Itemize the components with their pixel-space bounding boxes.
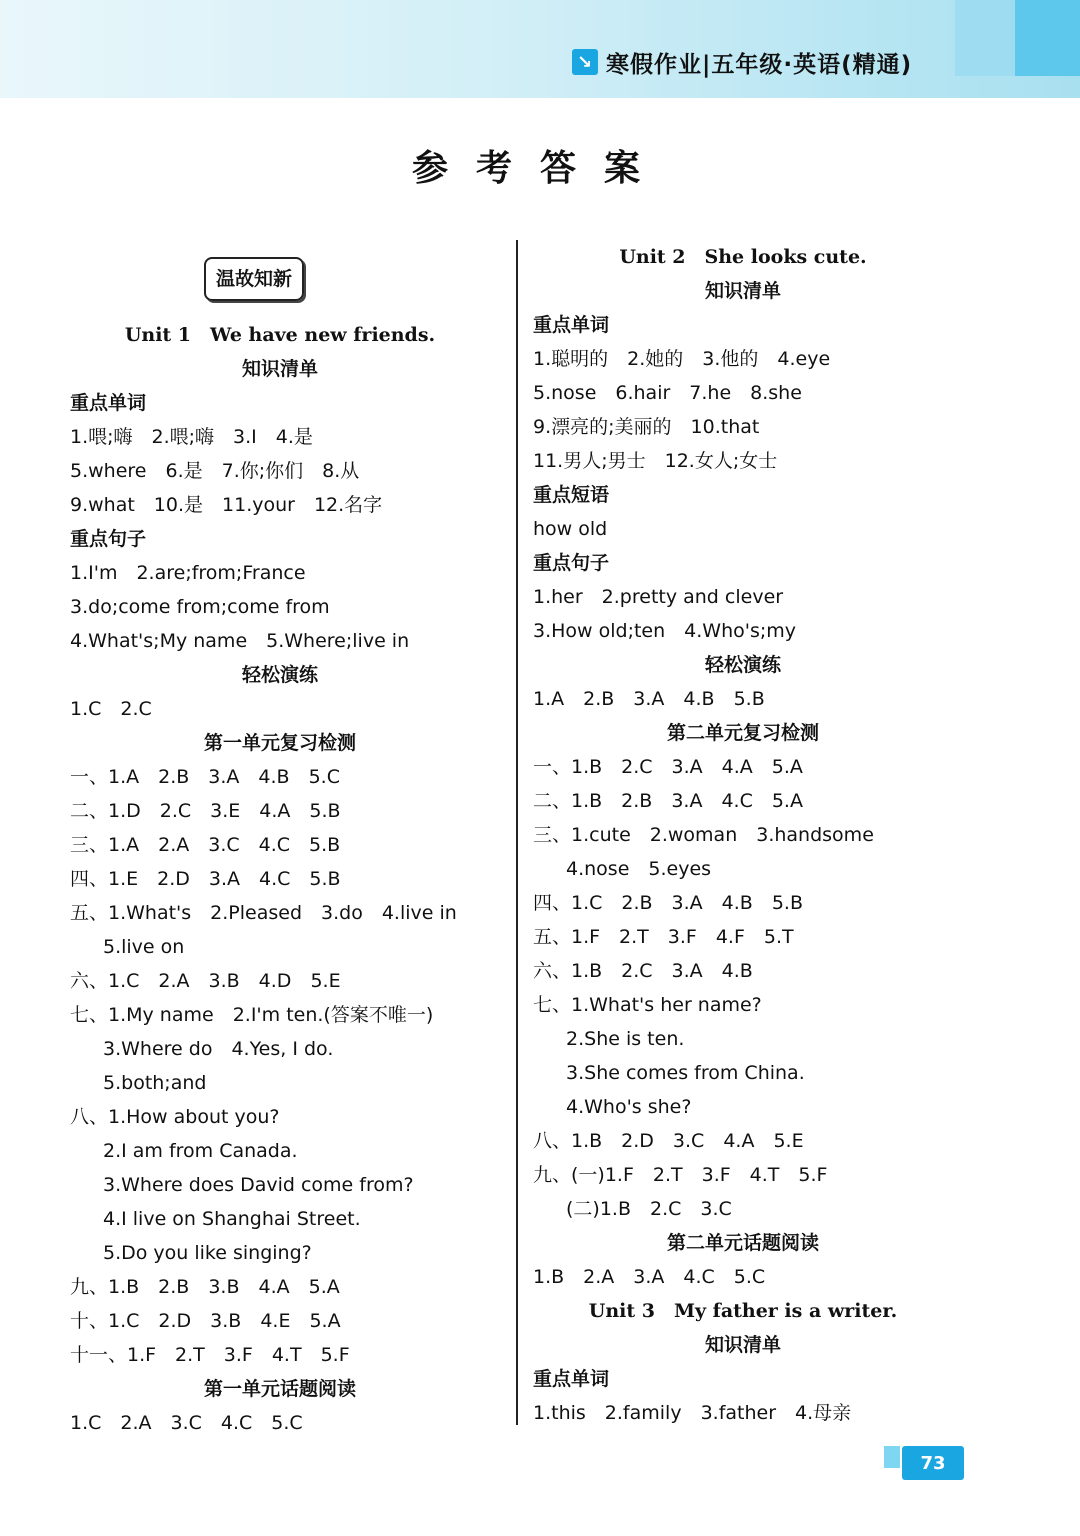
answer-line: 九、(一)1.F 2.T 3.F 4.T 5.F: [533, 1164, 828, 1186]
answer-line: 十一、1.F 2.T 3.F 4.T 5.F: [70, 1344, 350, 1366]
unit-title: Unit 1 We have new friends.: [124, 324, 436, 346]
answer-line: 七、1.My name 2.I'm ten.(答案不唯一): [70, 1004, 434, 1026]
answer-line: 1.this 2.family 3.father 4.母亲: [533, 1402, 852, 1424]
answer-line: 3.She comes from China.: [566, 1062, 805, 1084]
right-column: [533, 240, 953, 1430]
answer-line: 六、1.C 2.A 3.B 4.D 5.E: [70, 970, 341, 992]
answer-line: 1.聪明的 2.她的 3.他的 4.eye: [533, 348, 831, 370]
section-heading: 知识清单: [241, 358, 318, 380]
answer-line: 5.nose 6.hair 7.he 8.she: [533, 382, 802, 404]
left-answer-list: [70, 352, 490, 1440]
answer-line: 5.both;and: [103, 1072, 207, 1094]
book-title-text: 寒假作业|五年级·英语(精通): [606, 51, 913, 78]
answer-line: 1.C 2.C: [70, 698, 152, 720]
section-heading: 第二单元复习检测: [666, 722, 819, 744]
answer-line: 4.I live on Shanghai Street.: [103, 1208, 361, 1230]
answer-line: 十、1.C 2.D 3.B 4.E 5.A: [70, 1310, 341, 1332]
answer-line: 1.喂;嗨 2.喂;嗨 3.I 4.是: [70, 426, 313, 448]
subsection-heading: 重点短语: [533, 484, 610, 506]
column-divider: [516, 240, 518, 1425]
answer-line: 二、1.D 2.C 3.E 4.A 5.B: [70, 800, 341, 822]
answer-line: 四、1.C 2.B 3.A 4.B 5.B: [533, 892, 804, 914]
answer-line: 八、1.How about you?: [70, 1106, 280, 1128]
answer-line: 五、1.What's 2.Pleased 3.do 4.live in: [70, 902, 457, 924]
section-heading: 轻松演练: [704, 654, 781, 676]
header-band: [0, 0, 1080, 98]
answer-line: 一、1.A 2.B 3.A 4.B 5.C: [70, 766, 340, 788]
answer-line: 4.What's;My name 5.Where;live in: [70, 630, 410, 652]
section-box-label: 温故知新: [204, 257, 304, 301]
answer-line: 三、1.cute 2.woman 3.handsome: [533, 824, 874, 846]
right-answer-list: [533, 274, 953, 1294]
page-number: 73: [902, 1446, 964, 1480]
unit-title: Unit 2 She looks cute.: [619, 246, 867, 268]
subsection-heading: 重点单词: [533, 314, 610, 336]
unit-title: Unit 3 My father is a writer.: [588, 1300, 898, 1322]
book-title: [572, 44, 912, 80]
answer-line: 5.where 6.是 7.你;你们 8.从: [70, 460, 360, 482]
answer-line: 9.what 10.是 11.your 12.名字: [70, 494, 383, 516]
answer-line: 2.I am from Canada.: [103, 1140, 298, 1162]
answer-line: 5.live on: [103, 936, 185, 958]
answer-line: 11.男人;男士 12.女人;女士: [533, 450, 778, 472]
answer-line: 八、1.B 2.D 3.C 4.A 5.E: [533, 1130, 804, 1152]
answer-line: 五、1.F 2.T 3.F 4.F 5.T: [533, 926, 794, 948]
answer-line: 1.B 2.A 3.A 4.C 5.C: [533, 1266, 766, 1288]
answer-line: 1.A 2.B 3.A 4.B 5.B: [533, 688, 765, 710]
left-column: [70, 240, 490, 1440]
answer-line: 4.nose 5.eyes: [566, 858, 712, 880]
section-heading: 轻松演练: [241, 664, 318, 686]
answer-line: 三、1.A 2.A 3.C 4.C 5.B: [70, 834, 341, 856]
answer-line: 四、1.E 2.D 3.A 4.C 5.B: [70, 868, 341, 890]
answer-line: 3.Where does David come from?: [103, 1174, 414, 1196]
section-heading: 知识清单: [704, 280, 781, 302]
answer-line: (二)1.B 2.C 3.C: [566, 1198, 732, 1220]
arrow-icon: ↘: [572, 49, 598, 75]
section-heading: 第一单元复习检测: [203, 732, 356, 754]
section-heading: 第一单元话题阅读: [203, 1378, 356, 1400]
subsection-heading: 重点句子: [70, 528, 147, 550]
subsection-heading: 重点句子: [533, 552, 610, 574]
answer-line: 5.Do you like singing?: [103, 1242, 312, 1264]
answer-line: 9.漂亮的;美丽的 10.that: [533, 416, 760, 438]
answer-line: 1.C 2.A 3.C 4.C 5.C: [70, 1412, 303, 1434]
answer-line: 3.Where do 4.Yes, I do.: [103, 1038, 334, 1060]
answer-line: 3.How old;ten 4.Who's;my: [533, 620, 797, 642]
answer-line: 六、1.B 2.C 3.A 4.B: [533, 960, 753, 982]
section-heading: 第二单元话题阅读: [666, 1232, 819, 1254]
answer-line: how old: [533, 518, 608, 540]
subsection-heading: 重点单词: [533, 1368, 610, 1390]
section-box-wrap: [70, 240, 490, 318]
header-accent-block: [955, 0, 1015, 76]
footer-accent: [884, 1446, 900, 1468]
answer-line: 一、1.B 2.C 3.A 4.A 5.A: [533, 756, 803, 778]
right-answer-list: [533, 1328, 953, 1430]
answer-line: 七、1.What's her name?: [533, 994, 762, 1016]
section-heading: 知识清单: [704, 1334, 781, 1356]
page-heading: 参考答案: [411, 147, 668, 189]
subsection-heading: 重点单词: [70, 392, 147, 414]
answer-line: 4.Who's she?: [566, 1096, 692, 1118]
answer-line: 九、1.B 2.B 3.B 4.A 5.A: [70, 1276, 340, 1298]
answer-line: 2.She is ten.: [566, 1028, 685, 1050]
answer-line: 3.do;come from;come from: [70, 596, 330, 618]
answer-line: 1.I'm 2.are;from;France: [70, 562, 306, 584]
header-accent-tab: [1015, 0, 1080, 76]
answer-line: 1.her 2.pretty and clever: [533, 586, 784, 608]
answer-line: 二、1.B 2.B 3.A 4.C 5.A: [533, 790, 803, 812]
